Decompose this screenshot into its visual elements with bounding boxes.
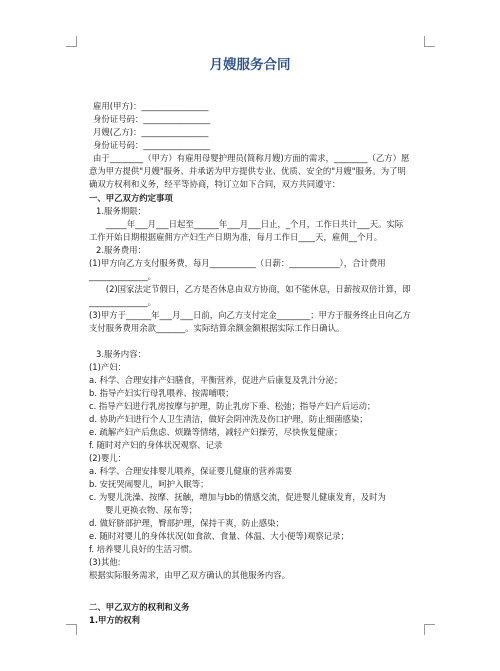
mother-item: f. 随时对产妇的身体状况观察、记录 xyxy=(89,440,223,450)
party-a-field: 雇用(甲方)：________________ xyxy=(93,101,209,111)
baby-item: c. 为婴儿洗澡、按摩、抚触，增加与bb的情感交流，促进婴儿健康发育，及时为 xyxy=(89,492,386,502)
baby-item: f. 培养婴儿良好的生活习惯。 xyxy=(89,544,198,554)
section-1-heading: 一、甲乙双方约定事项 xyxy=(89,193,173,203)
other-text: 根据实际服务需求，由甲乙双方确认的其他服务内容。 xyxy=(89,570,290,580)
crop-mark-top-left xyxy=(66,36,77,47)
service-period-label: 1.服务期限： xyxy=(96,206,146,216)
mother-item: e. 疏解产妇产后焦虑、烦躁等情绪，减轻产妇操劳，尽快恢复健康； xyxy=(89,427,343,437)
party-b-field: 月嫂(乙方)：________________ xyxy=(93,127,209,137)
service-fee-label: 2.服务费用： xyxy=(96,245,146,255)
mother-item: b. 指导产妇实行母乳喂养、按需哺喂； xyxy=(89,388,234,398)
crop-mark-bottom-right xyxy=(424,624,435,635)
section-2-heading: 二、甲乙双方的权利和义务 xyxy=(89,602,190,612)
document-page xyxy=(89,56,411,627)
service-fee-item-2: (2)国家法定节假日，乙方是否休息由双方协商，如不能休息，日薪按双倍计算，即 ______________。 xyxy=(89,284,411,307)
mother-item: a. 科学、合理安排产妇膳食，平衡营养，促进产后康复及乳汁分泌； xyxy=(89,375,343,385)
document-title: 月嫂服务合同 xyxy=(209,57,291,73)
mother-label: (1)产妇： xyxy=(89,362,126,372)
baby-item: a. 科学、合理安排婴儿喂养，保证婴儿健康的营养需要 xyxy=(89,466,293,476)
service-content-label: 3.服务内容： xyxy=(96,349,146,359)
party-a-rights-heading: 1.甲方的权利 xyxy=(89,615,140,625)
baby-item: e. 随时对婴儿的身体状况(如食欲、食量、体温、大小便等)观察记录； xyxy=(89,531,349,541)
baby-label: (2)婴儿： xyxy=(89,453,126,463)
other-label: (3)其他: xyxy=(89,557,121,567)
mother-item: d. 协助产妇进行个人卫生清洁，做好会阴冲洗及伤口护理，防止细菌感染； xyxy=(89,414,368,424)
crop-mark-top-right xyxy=(424,36,435,47)
baby-item: b. 安抚哭闹婴儿，呵护入眠等； xyxy=(89,479,209,489)
service-fee-item-3: (3)甲方于______年___月___日前，向乙方支付定金________；甲方于服务终止日向乙方支付服务费用余款_______。实际结算余额金额根据实际工作日确认。 xyxy=(89,310,411,333)
intro-paragraph: 由于________（甲方）有雇用母婴护理员(简称月嫂)方面的需求，________（乙方）愿意为甲方提供"月嫂"服务、并承诺为甲方提供专业、优质、安全的"月嫂"服务。为了明确双方权利和义务，经平等协商，特订立如下合同，双方共同遵守： xyxy=(89,153,410,189)
party-a-id-field: 身份证号码：________________ xyxy=(93,114,211,124)
baby-item: d. 做好脐部护理，臀部护理，保持干爽，防止感染； xyxy=(89,518,284,528)
party-b-id-field: 身份证号码：________________ xyxy=(93,140,211,150)
baby-item: 婴儿更换衣物、尿布等； xyxy=(89,505,198,515)
spacer xyxy=(89,582,411,600)
mother-item: c. 指导产妇进行乳房按摩与护理，防止乳房下垂、松弛；指导产妇产后运动； xyxy=(89,401,376,411)
spacer xyxy=(89,335,411,348)
service-fee-item-1: (1)甲方向乙方支付服务费，每月___________（日薪：____________），合计费用______________。 xyxy=(89,258,386,281)
crop-mark-bottom-left xyxy=(66,624,77,635)
service-period-text: _____年___月___日起至______年___月___日止，_个月，工作日共计___天。实际工作开始日期根据雇佣方产妇生产日期为准，每月工作日____天，雇佣__个月。 xyxy=(89,219,404,242)
